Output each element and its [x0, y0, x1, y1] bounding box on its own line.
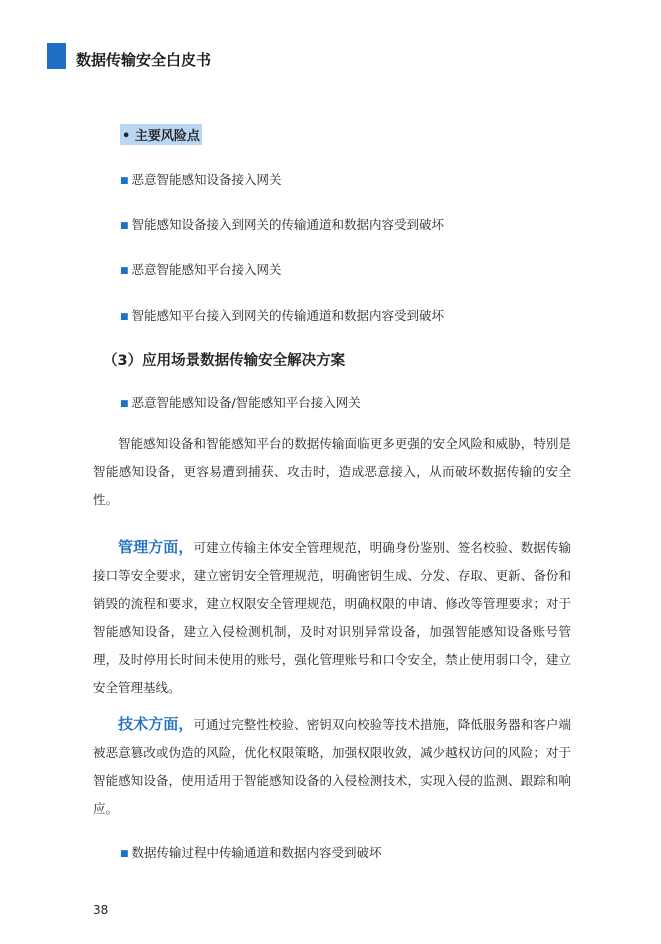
management-lead: 管理方面，: [118, 538, 194, 556]
management-paragraph: [93, 533, 571, 702]
square-bullet-icon: ■: [120, 849, 129, 859]
management-text: 可建立传输主体安全管理规范，明确身份鉴别、签名校验、数据传输接口等安全要求，建立密钥安全管理规范，明确密钥生成、分发、存取、更新、备份和销毁的流程和要求，建立权限安全管理规范，明确权限的申请、修改等管理要求；对于智能感知设备，建立入侵检测机制，及时对识别异常设备，加强智能感知设备账号管理，及时停用长时间未使用的账号，强化管理账号和口令安全，禁止使用弱口令，建立安全管理基线。: [93, 540, 571, 695]
intro-paragraph: 智能感知设备和智能感知平台的数据传输面临更多更强的安全风险和威胁，特别是智能感知设备，更容易遭到捕获、攻击时，造成恶意接入，从而破坏数据传输的安全性。: [93, 436, 571, 507]
solution-item: ■ 恶意智能感知设备/智能感知平台接入网关: [120, 395, 361, 410]
page-number: 38: [93, 903, 109, 917]
technology-paragraph: [93, 710, 571, 823]
section-heading: （3）应用场景数据传输安全解决方案: [103, 353, 346, 369]
square-bullet-icon: ■: [120, 312, 129, 322]
square-bullet-icon: ■: [120, 266, 129, 276]
risk-item: ■ 智能感知设备接入到网关的传输通道和数据内容受到破坏: [120, 217, 445, 232]
square-bullet-icon: ■: [120, 176, 129, 186]
technology-text: 可通过完整性校验、密钥双向校验等技术措施，降低服务器和客户端被恶意篡改或伪造的风险，优化权限策略，加强权限收敛，减少越权访问的风险；对于智能感知设备，使用适用于智能感知设备的入侵检测技术，实现入侵的监测、跟踪和响应。: [93, 717, 571, 816]
technology-lead: 技术方面，: [118, 715, 194, 733]
final-item: ■ 数据传输过程中传输通道和数据内容受到破坏: [120, 845, 382, 860]
square-bullet-icon: ■: [120, 399, 129, 409]
document-title: 数据传输安全白皮书: [76, 51, 212, 69]
risk-item: ■ 恶意智能感知平台接入网关: [120, 262, 282, 277]
risk-section-title: • 主要风险点: [120, 124, 202, 145]
risk-item: ■ 恶意智能感知设备接入网关: [120, 172, 282, 187]
header-accent-bar: [47, 43, 66, 69]
square-bullet-icon: ■: [120, 221, 129, 231]
risk-item: ■ 智能感知平台接入到网关的传输通道和数据内容受到破坏: [120, 308, 445, 323]
